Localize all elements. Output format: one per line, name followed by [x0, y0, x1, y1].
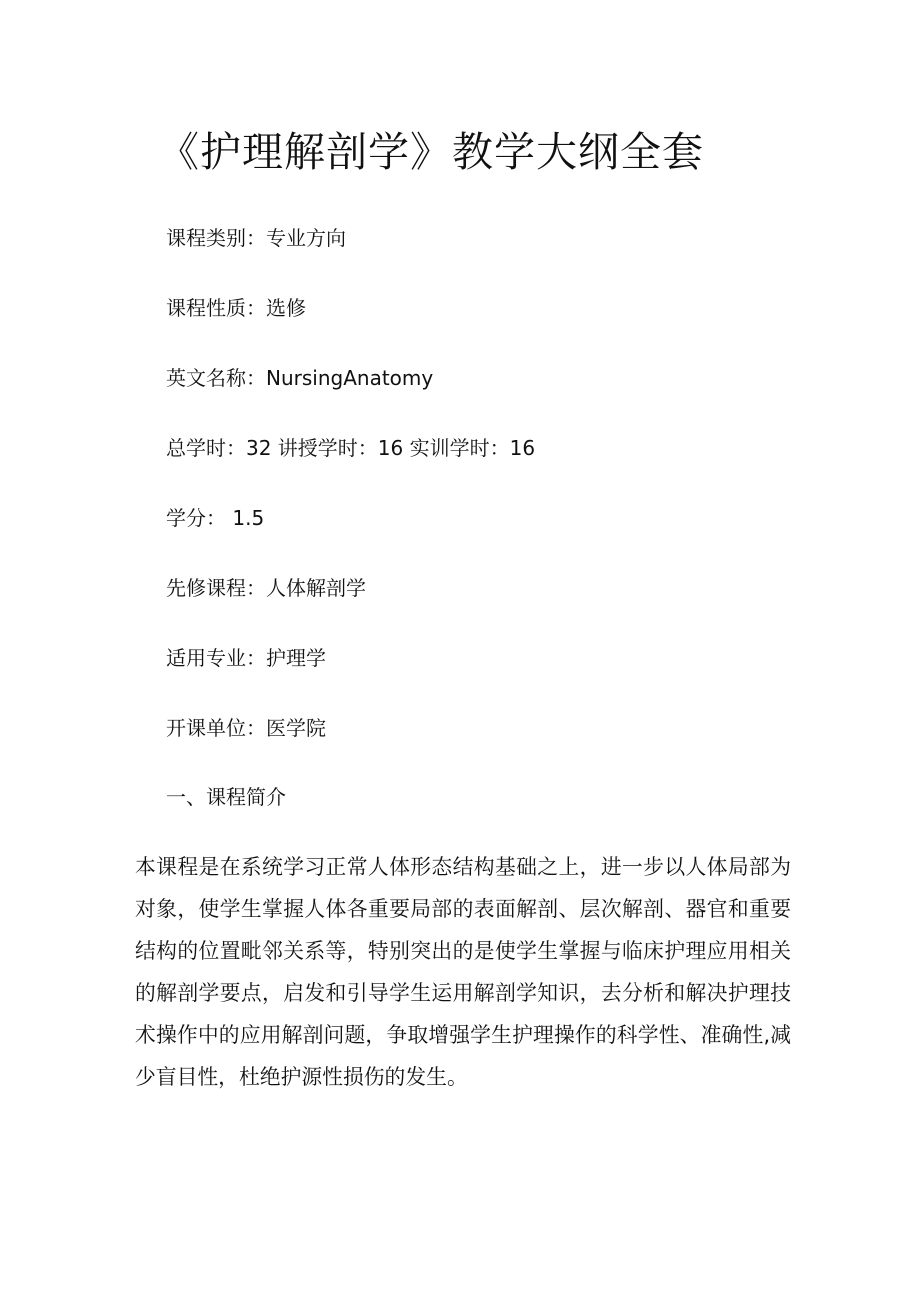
prerequisite-row: [166, 569, 846, 639]
field-label: 英文名称: [166, 366, 246, 390]
course-category-row: [166, 219, 846, 289]
field-separator: ：: [246, 226, 266, 250]
field-label: 总学时: [166, 436, 226, 460]
course-intro-paragraph: 本课程是在系统学习正常人体形态结构基础之上，进一步以人体局部为对象，使学生掌握人体各重要局部的表面解剖、层次解剖、器官和重要结构的位置毗邻关系等，特别突出的是使学生掌握与临床护理应用相关的解剖学要点，启发和引导学生运用解剖学知识，去分析和解决护理技术操作中的应用解剖问题，争取增强学生护理操作的科学性、准确性,减少盲目性，杜绝护源性损伤的发生。: [135, 855, 791, 1089]
english-name-row: [166, 359, 846, 429]
section-heading-course-intro: 一、课程简介: [166, 785, 286, 809]
field-value: 选修: [266, 296, 306, 320]
field-separator: ：: [246, 716, 266, 740]
field-label: 课程类别: [166, 226, 246, 250]
field-label: 适用专业: [166, 646, 246, 670]
course-info-list: [166, 219, 846, 779]
field-value: 人体解剖学: [266, 576, 366, 600]
field-label: 开课单位: [166, 716, 246, 740]
field-value: 1.5: [226, 506, 265, 530]
field-label: 学分: [166, 506, 206, 530]
field-value: NursingAnatomy: [266, 366, 434, 390]
offering-unit-row: [166, 709, 846, 779]
field-value: 32 讲授学时：16 实训学时：16: [246, 436, 536, 460]
field-value: 专业方向: [266, 226, 346, 250]
field-separator: ：: [226, 436, 246, 460]
applicable-major-row: [166, 639, 846, 709]
field-value: 护理学: [266, 646, 326, 670]
credits-row: [166, 499, 846, 569]
field-separator: ：: [246, 296, 266, 320]
course-nature-row: [166, 289, 846, 359]
field-separator: ：: [246, 366, 266, 390]
document-title: 《护理解剖学》教学大纲全套: [158, 128, 704, 176]
field-value: 医学院: [266, 716, 326, 740]
field-separator: ：: [206, 506, 226, 530]
field-label: 课程性质: [166, 296, 246, 320]
field-separator: ：: [246, 576, 266, 600]
field-separator: ：: [246, 646, 266, 670]
field-label: 先修课程: [166, 576, 246, 600]
total-hours-row: [166, 429, 846, 499]
